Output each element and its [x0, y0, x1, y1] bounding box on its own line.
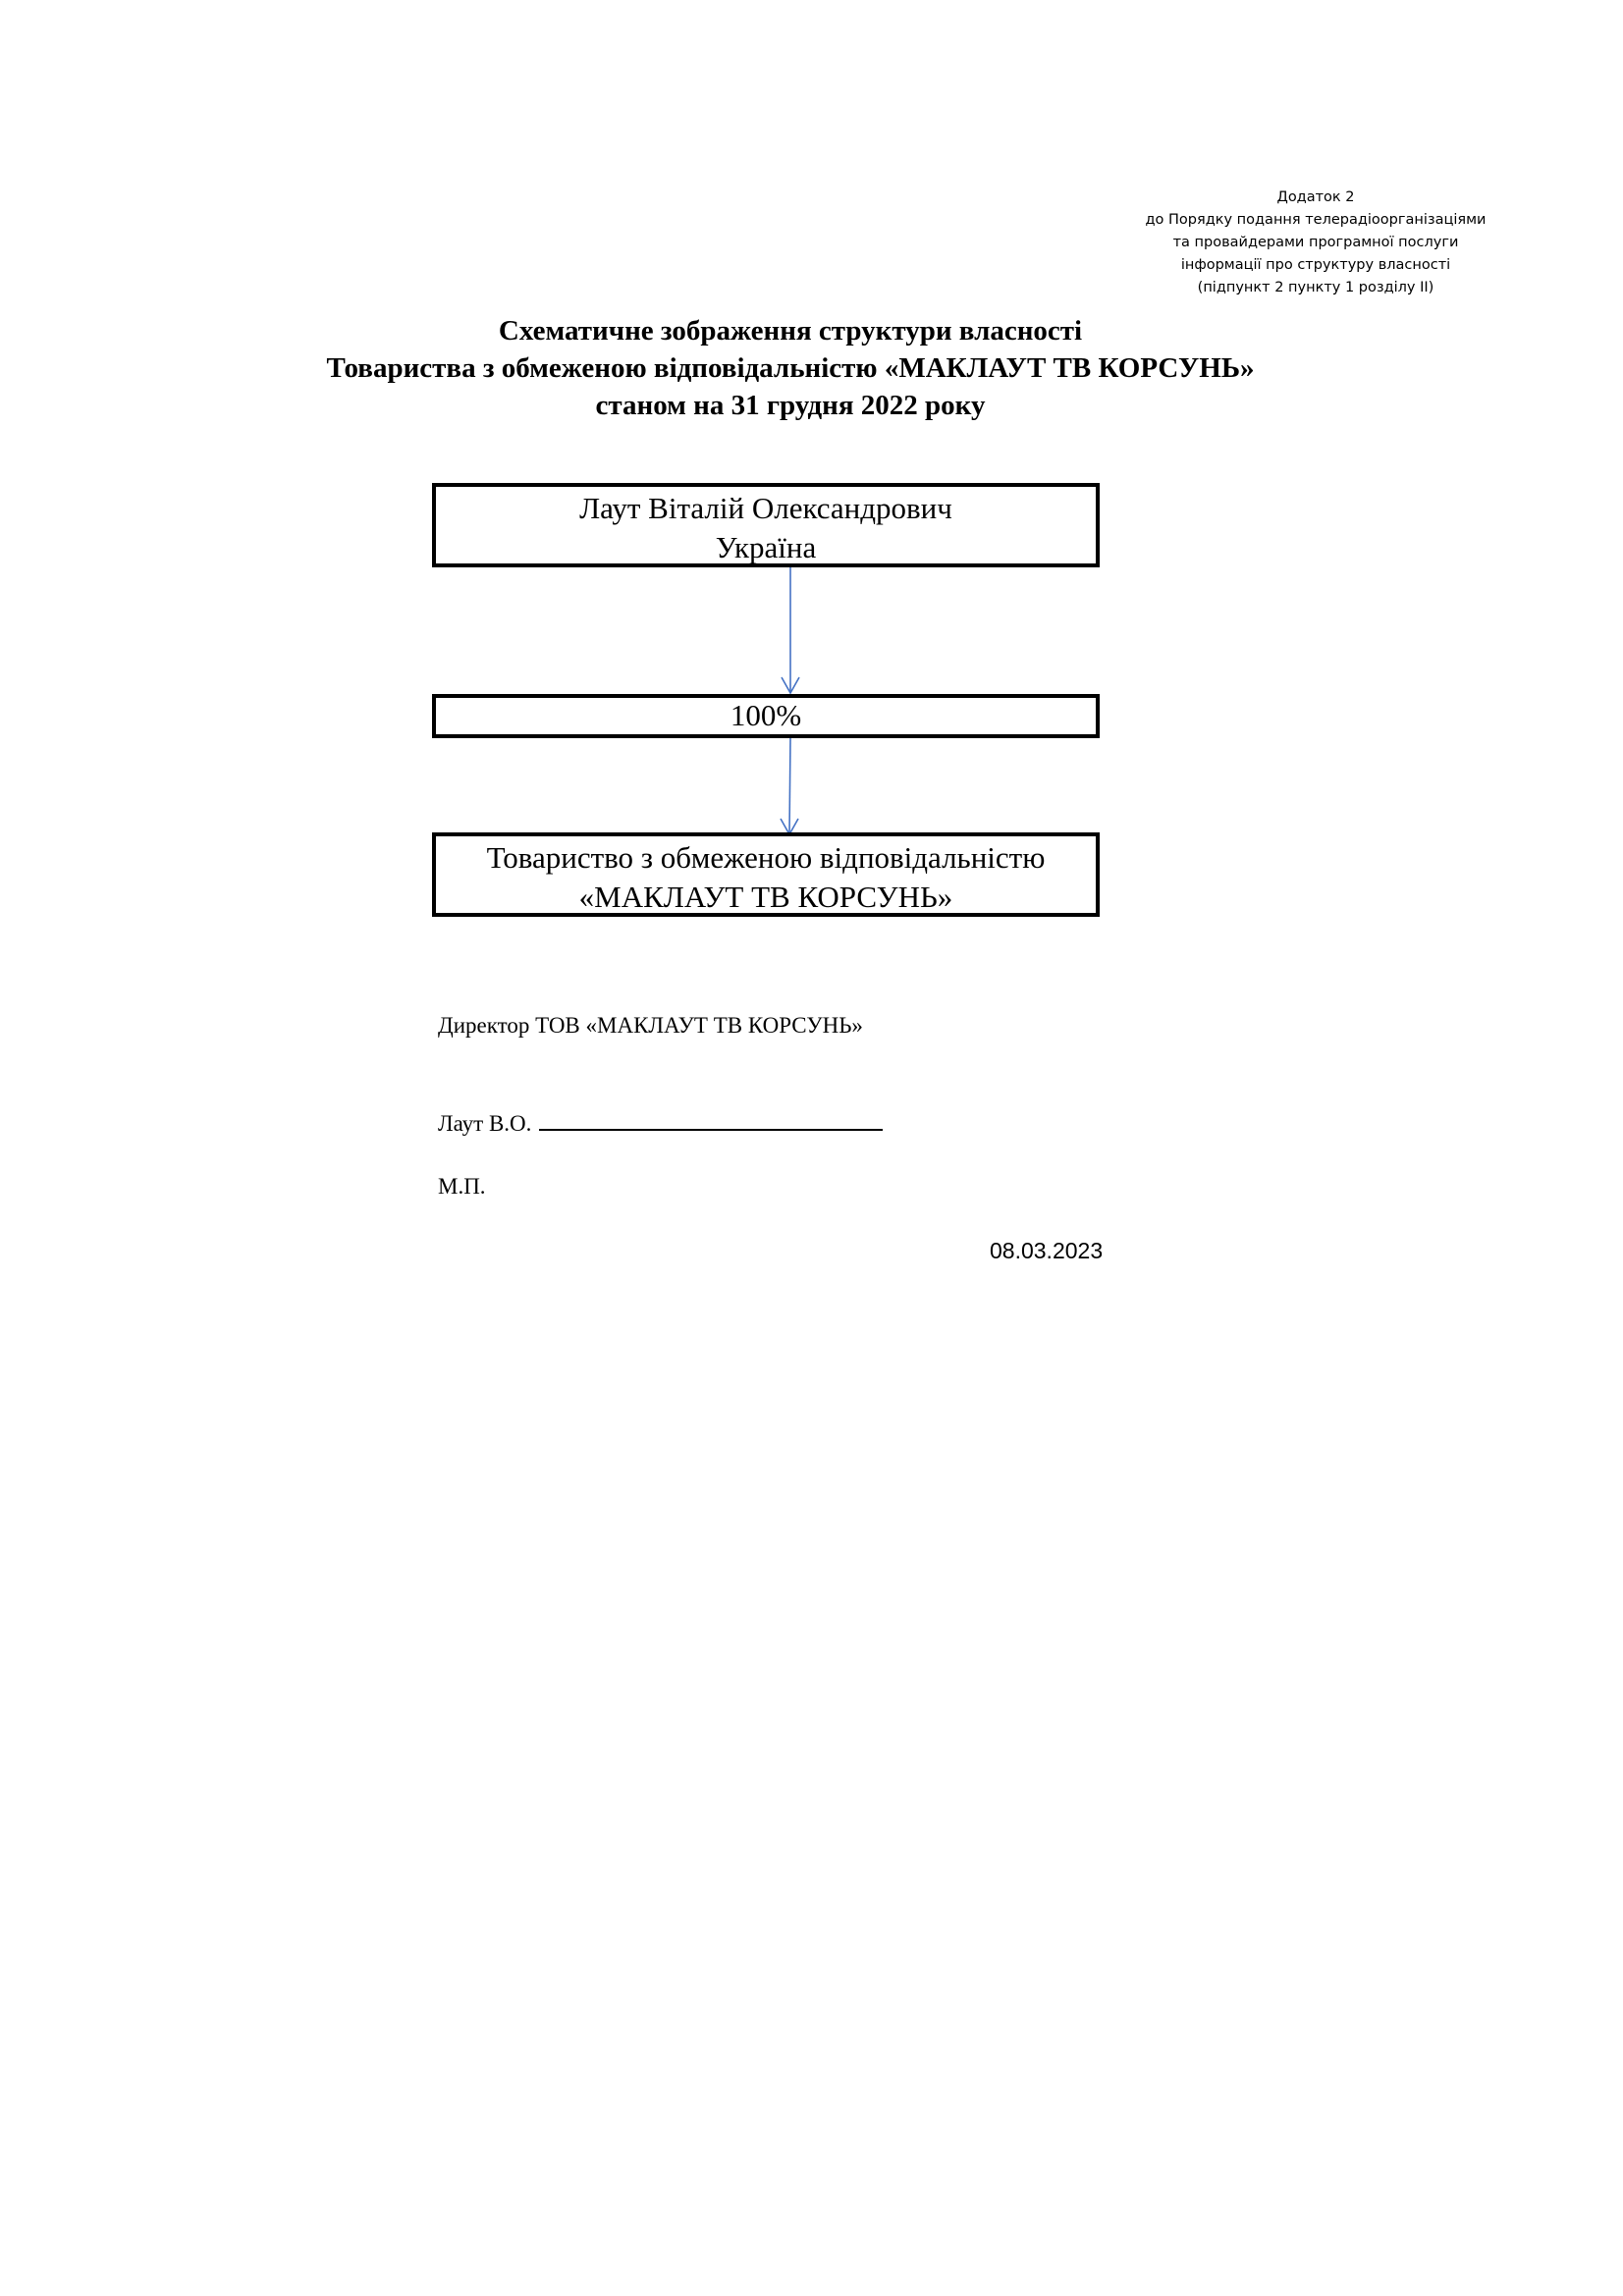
title-line-3: станом на 31 грудня 2022 року [595, 390, 986, 421]
annex-line-4: інформації про структуру власності [1180, 257, 1451, 273]
company-line-2: «МАКЛАУТ ТВ КОРСУНЬ» [578, 880, 953, 914]
arrow-owner-to-share [782, 567, 799, 693]
arrow-share-to-company [781, 738, 798, 834]
title-line-2: Товариства з обмеженою відповідальністю «МАКЛАУТ ТВ КОРСУНЬ» [326, 352, 1255, 384]
annex-line-3: та провайдерами програмної послуги [1172, 235, 1459, 250]
annex-line-1: Додаток 2 [1276, 189, 1355, 205]
owner-name: Лаут Віталій Олександрович [579, 491, 952, 525]
signature-line [539, 1109, 883, 1131]
owner-country: Україна [715, 530, 817, 564]
director-label: Директор ТОВ «МАКЛАУТ ТВ КОРСУНЬ» [438, 1013, 863, 1038]
annex-line-5: (підпункт 2 пункту 1 розділу ІІ) [1197, 280, 1434, 295]
company-line-1: Товариство з обмеженою відповідальністю [486, 840, 1046, 875]
company-box [432, 832, 1100, 917]
share-box [432, 694, 1100, 738]
document-date: 08.03.2023 [990, 1238, 1104, 1263]
stamp-place-label: М.П. [438, 1174, 486, 1199]
signatory-name: Лаут В.О. [438, 1111, 532, 1136]
title-line-1: Схематичне зображення структури власності [498, 315, 1083, 347]
signatory-row [438, 1109, 883, 1138]
owner-box [432, 483, 1100, 567]
annex-line-2: до Порядку подання телерадіоорганізаціями [1145, 212, 1487, 228]
share-percent: 100% [730, 698, 802, 732]
